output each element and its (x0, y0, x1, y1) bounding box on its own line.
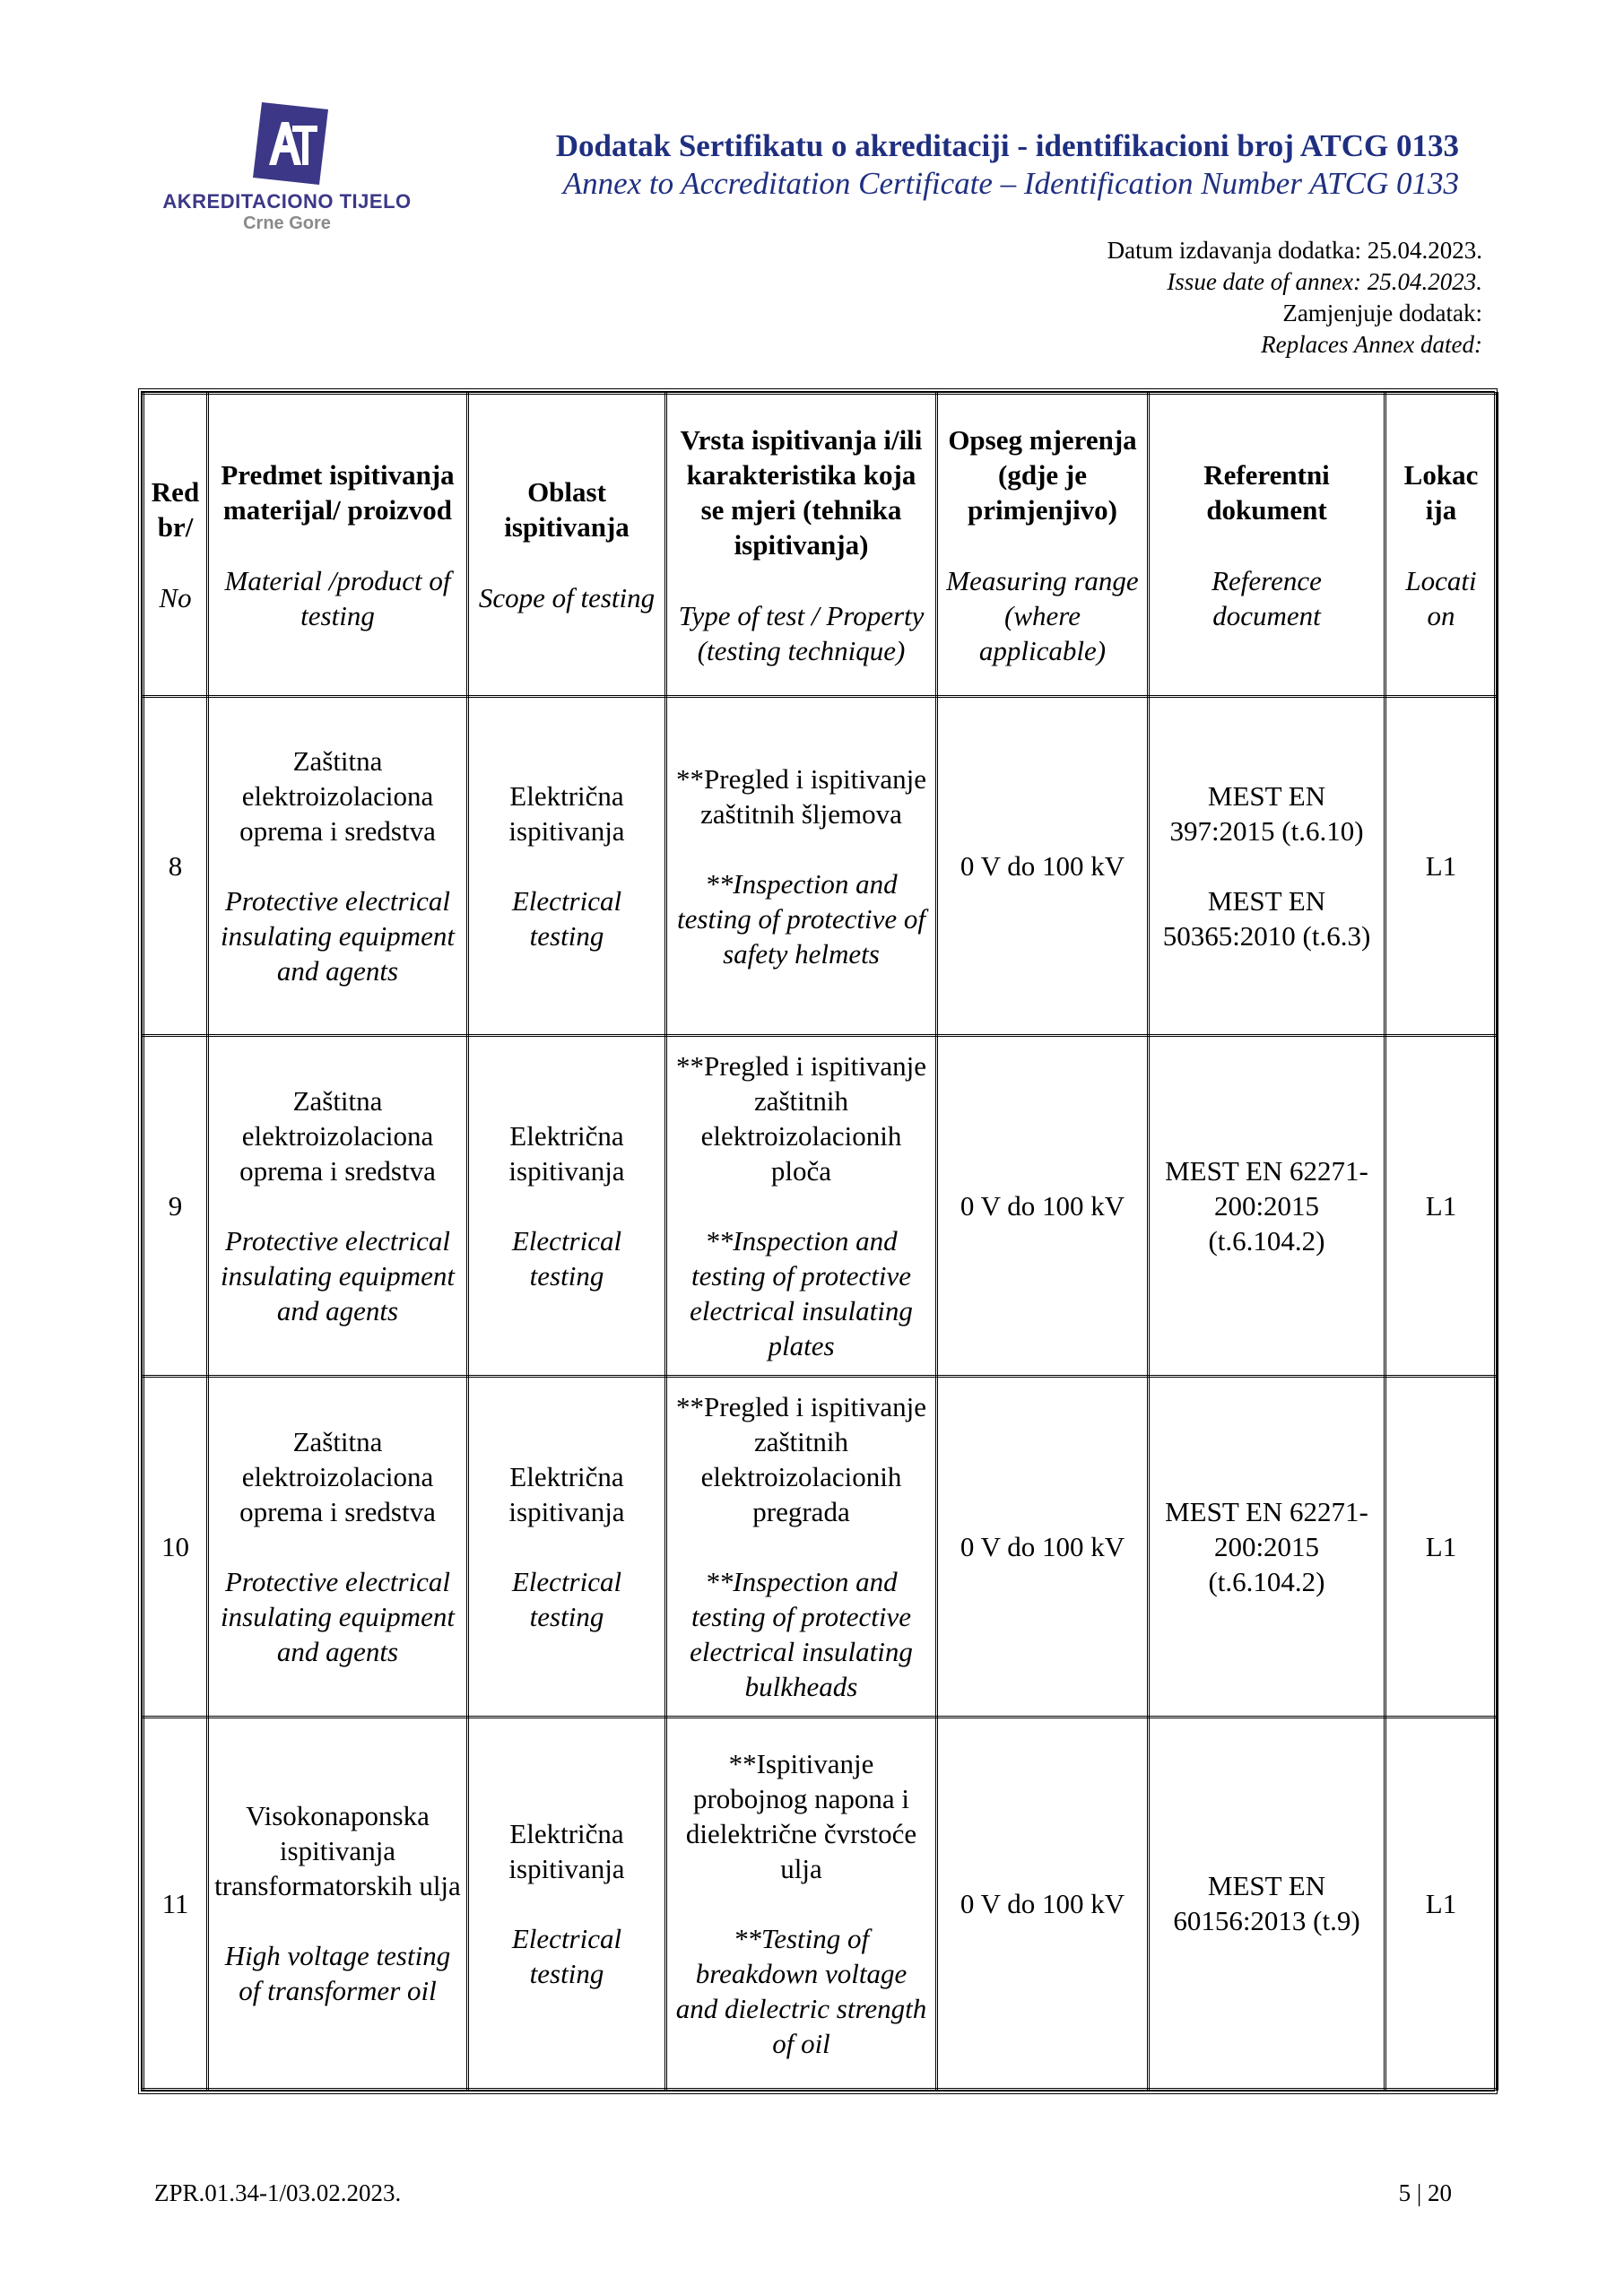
cell-location: L1 (1385, 1377, 1498, 1718)
issue-date-me: Datum izdavanja dodatka: 25.04.2023. (1107, 237, 1482, 264)
cell-reference: MEST EN 60156:2013 (t.9) (1149, 1718, 1385, 2090)
cell-range: 0 V do 100 kV (937, 1036, 1149, 1377)
cell-type: **Pregled i ispitivanje zaštitnih elektroizolacionih ploča **Inspection and testing of protective electrical insulating plates (666, 1036, 937, 1377)
cell-range: 0 V do 100 kV (937, 697, 1149, 1036)
col-header-material: Predmet ispitivanja materijal/ proizvod Material /product of testing (208, 394, 468, 697)
cell-location: L1 (1385, 1718, 1498, 2090)
cell-range: 0 V do 100 kV (937, 1377, 1149, 1718)
cell-type: **Ispitivanje probojnog napona i dielektrične čvrstoće ulja **Testing of breakdown voltage and dielectric strength of oil (666, 1718, 937, 2090)
logo-text: AKREDITACIONO TIJELO (162, 190, 412, 213)
cell-reference: MEST EN 62271-200:2015 (t.6.104.2) (1149, 1036, 1385, 1377)
col-header-no: Red br/ No (143, 394, 208, 697)
col-header-reference: Referentni dokument Reference document (1149, 394, 1385, 697)
table-row (143, 1718, 1498, 2090)
replaces-en: Replaces Annex dated: (1261, 331, 1482, 358)
col-header-range: Opseg mjerenja (gdje je primjenjivo) Measuring range (where applicable) (937, 394, 1149, 697)
table-row (143, 697, 1498, 1036)
cell-scope: Električna ispitivanja Electrical testing (468, 1377, 666, 1718)
cell-material: Visokonaponska ispitivanja transformatorskih ulja High voltage testing of transformer oil (208, 1718, 468, 2090)
footer-doc-code: ZPR.01.34-1/03.02.2023. (154, 2179, 402, 2206)
table-header (143, 394, 1498, 697)
cell-no: 8 (143, 697, 208, 1036)
header-titles (556, 127, 1459, 203)
cell-no: 9 (143, 1036, 208, 1377)
cell-material: Zaštitna elektroizolaciona oprema i sredstva Protective electrical insulating equipment and agents (208, 1036, 468, 1377)
page-title: Dodatak Sertifikatu o akreditaciji - identifikacioni broj ATCG 0133 (555, 128, 1459, 163)
cell-no: 10 (143, 1377, 208, 1718)
col-header-type: Vrsta ispitivanja i/ili karakteristika koja se mjeri (tehnika ispitivanja) Type of test / Property (testing technique) (666, 394, 937, 697)
col-header-scope: Oblast ispitivanja Scope of testing (468, 394, 666, 697)
cell-location: L1 (1385, 697, 1498, 1036)
cell-material: Zaštitna elektroizolaciona oprema i sredstva Protective electrical insulating equipment and agents (208, 697, 468, 1036)
cell-reference: MEST EN 397:2015 (t.6.10) MEST EN 50365:2010 (t.6.3) (1149, 697, 1385, 1036)
cell-scope: Električna ispitivanja Electrical testing (468, 697, 666, 1036)
cell-location: L1 (1385, 1036, 1498, 1377)
cell-range: 0 V do 100 kV (937, 1718, 1149, 2090)
cell-type: **Pregled i ispitivanje zaštitnih šljemova **Inspection and testing of protective of safety helmets (666, 697, 937, 1036)
cell-material: Zaštitna elektroizolaciona oprema i sredstva Protective electrical insulating equipment and agents (208, 1377, 468, 1718)
issue-date-en: Issue date of annex: 25.04.2023. (1167, 268, 1482, 295)
table-row (143, 1377, 1498, 1718)
cell-reference: MEST EN 62271-200:2015 (t.6.104.2) (1149, 1377, 1385, 1718)
col-header-location: Lokac ija Locati on (1385, 394, 1498, 697)
logo (152, 97, 421, 240)
issue-info (1107, 235, 1482, 361)
accreditation-table (138, 388, 1498, 2094)
table-row (143, 1036, 1498, 1377)
page-subtitle: Annex to Accreditation Certificate – Identification Number ATCG 0133 (562, 166, 1459, 201)
cell-no: 11 (143, 1718, 208, 2090)
replaces-me: Zamjenjuje dodatak: (1282, 300, 1482, 326)
cell-scope: Električna ispitivanja Electrical testing (468, 1718, 666, 2090)
cell-type: **Pregled i ispitivanje zaštitnih elektroizolacionih pregrada **Inspection and testing of protective electrical insulating bulkheads (666, 1377, 937, 1718)
footer-page-number: 5 | 20 (1398, 2179, 1452, 2206)
accreditation-logo-icon (253, 102, 328, 185)
cell-scope: Električna ispitivanja Electrical testing (468, 1036, 666, 1377)
logo-subtext: Crne Gore (243, 213, 331, 233)
